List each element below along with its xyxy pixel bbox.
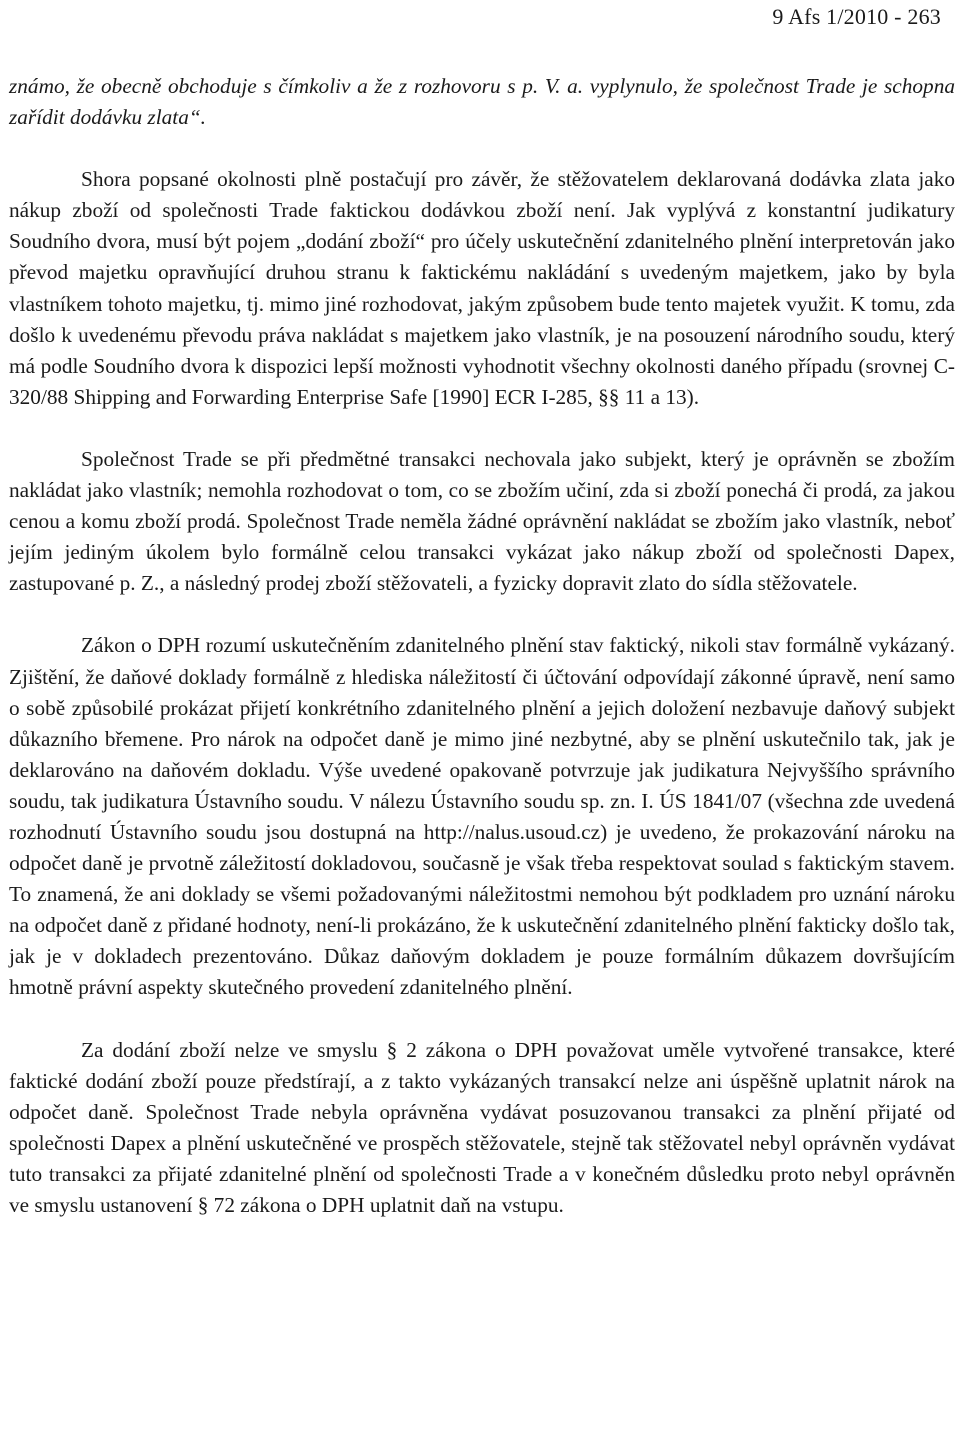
document-body xyxy=(9,71,955,1221)
document-page xyxy=(9,0,955,1450)
paragraph-trade-company: Společnost Trade se při předmětné transakci nechovala jako subjekt, který je oprávněn se zbožím nakládat jako vlastník; nemohla rozhodovat o tom, co se zbožím učiní, zda si zboží ponechá či prodá, za jakou cenou a komu zboží prodá. Společnost Trade neměla žádné oprávnění nakládat se zbožím jako vlastník, neboť jejím jediným úkolem bylo formálně celou transakci vykázat jako nákup zboží od společnosti Dapex, zastupované p. Z., a následný prodej zboží stěžovateli, a fyzicky dopravit zlato do sídla stěžovatele. xyxy=(9,446,955,596)
paragraph-gold-delivery: Shora popsané okolnosti plně postačují pro závěr, že stěžovatelem deklarovaná dodávka zlata jako nákup zboží od společnosti Trade faktickou dodávkou zboží není. Jak vyplývá z konstantní judikatury Soudního dvora, musí být pojem „dodání zboží“ pro účely uskutečnění zdanitelného plnění interpretován jako převod majetku opravňující druhou stranu k faktickému nakládání s uvedeným majetkem, jako by byla vlastníkem tohoto majetku, tj. mimo jiné rozhodovat, jakým způsobem bude tento majetek využit. K tomu, zda došlo k uvedenému převodu práva nakládat s majetkem jako vlastník, je na posouzení národního soudu, který má podle Soudního dvora k dispozici lepší možnosti vyhodnotit všechny okolnosti daného případu (srovnej C-320/88 Shipping and Forwarding Enterprise Safe [1990] ECR I-285, §§ 11 a 13). xyxy=(9,167,955,409)
case-reference: 9 Afs 1/2010 - 263 xyxy=(772,4,941,29)
paragraph-conclusion: Za dodání zboží nelze ve smyslu § 2 zákona o DPH považovat uměle vytvořené transakce, které faktické dodání zboží pouze předstírají, a z takto vykázaných transakcí nelze ani úspěšně uplatnit nárok na odpočet daně. Společnost Trade nebyla oprávněna vydávat posuzovanou transakci za plnění přijaté od společnosti Dapex a plnění uskutečněné ve prospěch stěžovatele, stejně tak stěžovatel nebyl oprávněn vydávat tuto transakci za přijaté zdanitelné plnění od společnosti Trade a v konečném důsledku proto nebyl oprávněn ve smyslu ustanovení § 72 zákona o DPH uplatnit daň na vstupu. xyxy=(9,1037,955,1217)
paragraph-vat-law: Zákon o DPH rozumí uskutečněním zdanitelného plnění stav faktický, nikoli stav formálně vykázaný. Zjištění, že daňové doklady formálně z hlediska náležitostí či účtování odpovídají zákonné úpravě, není samo o sobě způsobilé prokázat přijetí konkrétního zdanitelného plnění a jejich doložení nezbavuje daňový subjekt důkazního břemene. Pro nárok na odpočet daně je mimo jiné nezbytné, aby se plnění uskutečnilo tak, jak je deklarováno na daňovém dokladu. Výše uvedené opakovaně potvrzuje jak judikatura Nejvyššího správního soudu, tak judikatura Ústavního soudu. V nálezu Ústavního soudu sp. zn. I. ÚS 1841/07 (všechna zde uvedená rozhodnutí Ústavního soudu jsou dostupná na http://nalus.usoud.cz) je uvedeno, že prokazování nároku na odpočet daně je prvotně záležitostí dokladovou, současně je však třeba respektovat soulad s faktickým stavem. To znamená, že ani doklady se všemi požadovanými náležitostmi nemohou být podkladem pro uznání nároku na odpočet daně z přidané hodnoty, není-li prokázáno, že k uskutečnění zdanitelného plnění fakticky došlo tak, jak je v dokladech prezentováno. Důkaz daňovým dokladem je pouze formálním důkazem dovršujícím hmotně právní aspekty skutečného provedení zdanitelného plnění. xyxy=(9,633,955,1000)
paragraph-quote-end: známo, že obecně obchoduje s čímkoliv a že z rozhovoru s p. V. a. vyplynulo, že společnost Trade je schopna zařídit dodávku zlata“. xyxy=(9,74,955,130)
